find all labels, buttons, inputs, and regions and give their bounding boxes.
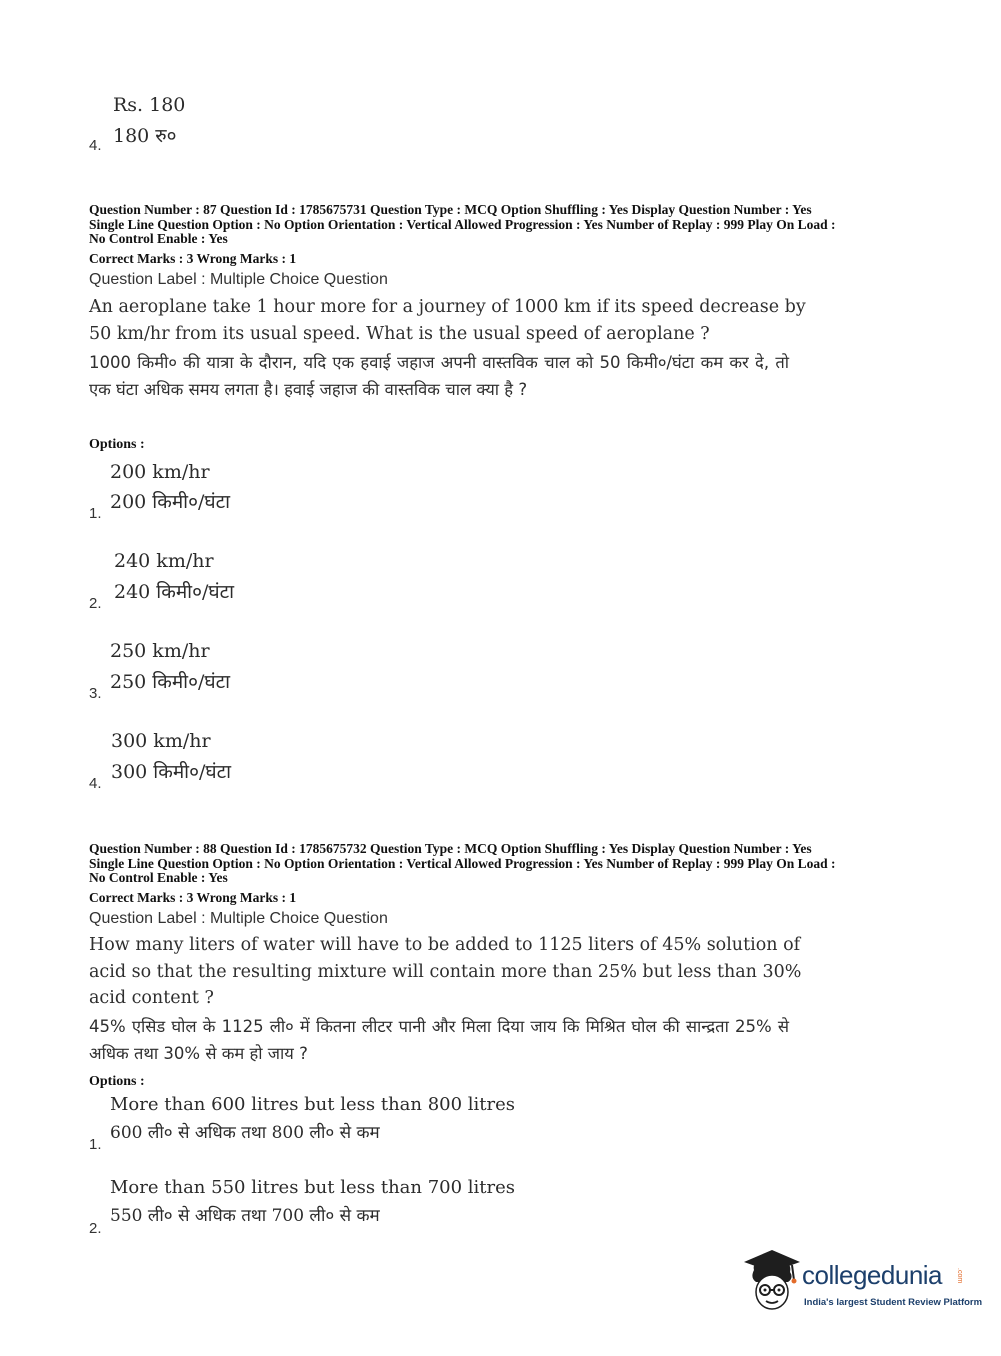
prev-option-number: 4. — [89, 137, 102, 154]
prev-option-hi: 180 रु० — [113, 125, 177, 147]
q87-marks: Correct Marks : 3 Wrong Marks : 1 — [89, 251, 297, 266]
q88-text-en-line: acid so that the resulting mixture will contain more than 25% but less than 30% — [89, 961, 802, 982]
q87-meta-line: Single Line Question Option : No Option Orientation : Vertical Allowed Progression : Yes Number of Replay : 999 Play On Load : — [89, 216, 836, 232]
q88-meta — [89, 842, 919, 886]
q88-meta-line: Single Line Question Option : No Option Orientation : Vertical Allowed Progression : Yes Number of Replay : 999 Play On Load : — [89, 855, 836, 871]
q87-option-3-en[interactable]: 250 km/hr — [110, 640, 210, 662]
q87-option-4-en[interactable]: 300 km/hr — [111, 730, 211, 752]
q88-marks: Correct Marks : 3 Wrong Marks : 1 — [89, 890, 297, 905]
logo-suffix: .com — [956, 1268, 963, 1284]
q87-option-2-hi[interactable]: 240 किमी०/घंटा — [114, 581, 235, 603]
collegedunia-logo — [742, 1248, 983, 1318]
q88-option-2-en[interactable]: More than 550 litres but less than 700 litres — [110, 1177, 516, 1198]
q87-option-2-en[interactable]: 240 km/hr — [114, 550, 214, 572]
q87-option-2-number: 2. — [89, 595, 102, 612]
q88-text-en-line: How many liters of water will have to be added to 1125 liters of 45% solution of — [89, 935, 801, 955]
q87-option-1-number: 1. — [89, 505, 102, 522]
logo-wordmark: collegedunia — [802, 1260, 943, 1290]
q87-option-1-hi[interactable]: 200 किमी०/घंटा — [110, 491, 231, 513]
q87-text-en-line: An aeroplane take 1 hour more for a journey of 1000 km if its speed decrease by — [89, 297, 806, 317]
q88-option-1-number: 1. — [89, 1136, 102, 1153]
q88-text-hi: 45% एसिड घोल के 1125 ली० में कितना लीटर पानी और मिला दिया जाय कि मिश्रित घोल की सान्द्रता 25% से अधिक तथा 30% से कम हो जाय ? — [89, 1016, 789, 1063]
q87-question-text — [89, 294, 806, 403]
q88-question-label: Question Label : Multiple Choice Question — [89, 910, 388, 927]
q87-question-label: Question Label : Multiple Choice Question — [89, 271, 388, 288]
q87-option-3-hi[interactable]: 250 किमी०/घंटा — [110, 671, 231, 693]
q87-option-4-number: 4. — [89, 775, 102, 792]
q88-option-1-en[interactable]: More than 600 litres but less than 800 litres — [110, 1094, 516, 1115]
q88-question-text — [89, 932, 802, 1067]
q87-text-hi: 1000 किमी० की यात्रा के दौरान, यदि एक हवाई जहाज अपनी वास्तविक चाल को 50 किमी०/घंटा कम कर दे, तो एक घंटा अधिक समय लगता है। हवाई जहाज की वास्तविक चाल क्या है ? — [89, 353, 789, 399]
q87-meta — [89, 203, 919, 247]
q87-option-4-hi[interactable]: 300 किमी०/घंटा — [111, 761, 232, 783]
q87-options-label: Options : — [89, 437, 145, 452]
q88-meta-line: Question Number : 88 Question Id : 1785675732 Question Type : MCQ Option Shuffling : Yes Display Question Number : Yes — [89, 841, 812, 856]
q87-meta-line: Question Number : 87 Question Id : 1785675731 Question Type : MCQ Option Shuffling : Yes Display Question Number : Yes — [89, 202, 812, 217]
q88-text-en-line: acid content ? — [89, 988, 214, 1008]
prev-option-en: Rs. 180 — [113, 94, 186, 116]
q88-option-2-hi[interactable]: 550 ली० से अधिक तथा 700 ली० से कम — [110, 1206, 380, 1226]
q87-option-1-en[interactable]: 200 km/hr — [110, 461, 210, 483]
logo-tagline: India's largest Student Review Platform — [804, 1297, 983, 1308]
q88-options-label: Options : — [89, 1074, 145, 1089]
q88-meta-line: No Control Enable : Yes — [89, 870, 228, 885]
q87-option-3-number: 3. — [89, 685, 102, 702]
q88-option-2-number: 2. — [89, 1220, 102, 1237]
q87-meta-line: No Control Enable : Yes — [89, 231, 228, 246]
student-mascot-icon — [742, 1248, 802, 1314]
q88-option-1-hi[interactable]: 600 ली० से अधिक तथा 800 ली० से कम — [110, 1123, 380, 1143]
q87-text-en-line: 50 km/hr from its usual speed. What is the usual speed of aeroplane ? — [89, 323, 710, 344]
